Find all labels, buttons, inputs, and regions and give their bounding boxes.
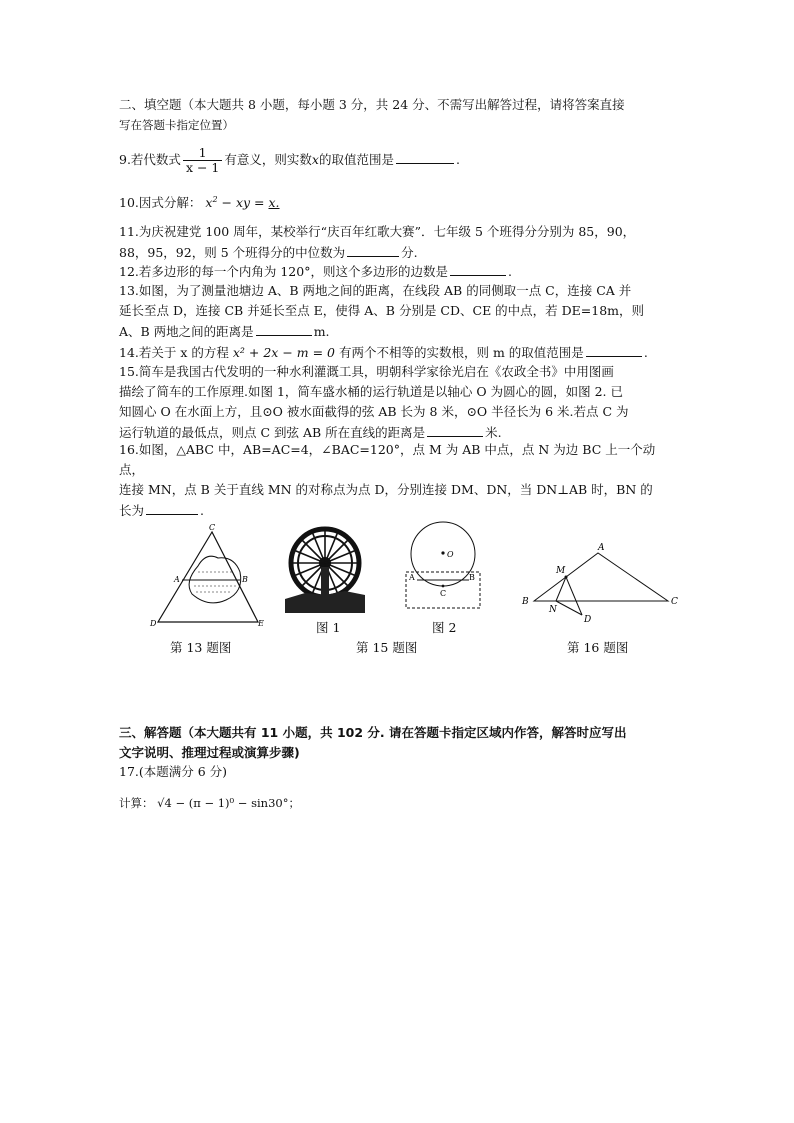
fig16-label-m: M	[556, 566, 566, 576]
q13-line2: 延长至点 D，连接 CB 并延长至点 E，使得 A、B 分别是 CD、CE 的中点，若 DE=18m，则	[119, 303, 645, 318]
q17-expression: √4 − (π − 1)⁰ − sin30°；	[157, 796, 300, 810]
q12-text: 12.若多边形的每一个内角为 120°，则这个多边形的边数是	[119, 264, 448, 279]
q16-line1: 16.如图，△ABC 中，AB=AC=4，∠BAC=120°，点 M 为 AB 中点，点 N 为边 BC 上一个动点，	[119, 442, 656, 477]
q15-line1: 15.简车是我国古代发明的一种水利灌溉工具，明朝科学家徐光启在《农政全书》中用图画	[119, 364, 614, 379]
q14-answer-blank[interactable]	[586, 342, 642, 357]
fig16-triangle-abc	[534, 553, 668, 601]
q13-line3a: A、B 两地之间的距离是	[119, 324, 254, 339]
q14-middle: 有两个不相等的实数根，则 m 的取值范围是	[339, 345, 584, 360]
figure-15-2	[400, 518, 490, 612]
q14-end: .	[643, 345, 648, 360]
section-2-header-line2: 写在答题卡指定位置）	[119, 118, 234, 132]
q16-line3a: 长为	[119, 503, 145, 518]
fig13-label-c: C	[209, 523, 216, 532]
q10-expression	[205, 195, 279, 210]
section-2-header-line1: 二、填空题（本大题共 8 小题，每小题 3 分，共 24 分、不需写出解答过程，请将答案直接	[119, 97, 625, 112]
fig13-caption: 第 13 题图	[170, 640, 232, 655]
fig16-label-a: A	[598, 543, 605, 553]
q10-expr-rest: − xy =	[217, 195, 269, 211]
fig13-label-e: E	[258, 619, 264, 628]
figure-16	[518, 540, 688, 626]
fig15-label-o: O	[447, 550, 454, 559]
q14-expression: x² + 2x − m = 0	[232, 345, 336, 360]
question-17	[119, 793, 677, 813]
q12-answer-blank[interactable]	[450, 261, 506, 276]
q9-middle: 有意义，则实数	[224, 152, 312, 167]
question-14	[119, 342, 677, 363]
q9-end: .	[455, 152, 460, 167]
q9-var: x	[311, 152, 319, 167]
fig15-1-caption: 图 1	[316, 620, 341, 635]
question-10	[119, 190, 677, 213]
q15-line2: 描绘了简车的工作原理.如图 1，简车盛水桶的运行轨道是以轴心 O 为圆心的圆，如图 2. 已	[119, 384, 623, 399]
question-11	[119, 222, 677, 263]
q9-frac-den: x − 1	[185, 160, 220, 175]
fig15-label-a: A	[409, 573, 415, 582]
question-17-title: 17.(本题满分 6 分)	[119, 764, 228, 779]
q16-line2: 连接 MN，点 B 关于直线 MN 的对称点为点 D，分别连接 DM、DN，当 DN⊥AB 时，BN 的	[119, 482, 653, 497]
q10-prefix: 10.因式分解：	[119, 195, 202, 211]
fig15-label-c: C	[440, 589, 447, 598]
q10-expr-sup: 2	[212, 195, 218, 204]
question-9	[119, 146, 677, 175]
q14-prefix: 14.若关于 x 的方程	[119, 345, 229, 360]
section-3-header-line2: 文字说明、推理过程或演算步骤)	[119, 745, 300, 760]
q12-end: .	[507, 264, 512, 279]
fig16-segment-md	[566, 577, 582, 615]
question-15	[119, 362, 677, 443]
q11-line1: 11.为庆祝建党 100 周年，某校举行“庆百年红歌大赛”．七年级 5 个班得分分别为 85，90，	[119, 224, 636, 239]
fig15-2-caption: 图 2	[432, 620, 457, 635]
figure-15-1-waterwheel	[285, 521, 365, 613]
fig15-group-caption: 第 15 题图	[356, 640, 418, 655]
fig13-label-a: A	[174, 575, 180, 584]
q16-line3b: .	[200, 503, 204, 518]
question-16	[119, 440, 677, 521]
q11-line2b: 分.	[401, 245, 418, 260]
section-2-header	[119, 95, 677, 135]
q11-line2a: 88，95，92，则 5 个班得分的中位数为	[119, 245, 346, 260]
q11-answer-blank[interactable]	[347, 242, 399, 257]
q9-prefix: 9.若代数式	[119, 152, 181, 167]
q9-answer-blank[interactable]	[396, 149, 454, 164]
q15-line3: 知圆心 O 在水面上方，且⊙O 被水面截得的弦 AB 长为 8 米，⊙O 半径长为 6 米.若点 C 为	[119, 404, 629, 419]
q17-prefix: 计算：	[119, 796, 154, 810]
fig15-label-b: B	[469, 573, 475, 582]
fig16-label-d: D	[584, 615, 592, 625]
q15-line4b: 米.	[485, 425, 502, 440]
q10-expr-answer: x.	[268, 195, 280, 211]
figure-13	[148, 522, 266, 628]
fig13-label-b: B	[242, 575, 248, 584]
q15-answer-blank[interactable]	[427, 422, 483, 437]
question-12	[119, 261, 677, 282]
fig16-label-n: N	[549, 605, 557, 615]
section-3-header-line1: 三、解答题（本大题共有 11 小题，共 102 分. 请在答题卡指定区域内作答，解答时应写出	[119, 725, 627, 740]
fig16-label-c: C	[671, 597, 678, 607]
q10-expr-main: x	[205, 195, 213, 211]
question-13	[119, 281, 677, 342]
q13-answer-blank[interactable]	[256, 321, 312, 336]
q16-answer-blank[interactable]	[146, 500, 198, 515]
q9-frac-num: 1	[183, 146, 222, 161]
q9-suffix: 的取值范围是	[318, 152, 394, 167]
q9-fraction	[183, 146, 222, 175]
fig16-segment-nd	[556, 601, 582, 615]
fig16-label-b: B	[522, 597, 529, 607]
q13-line3b: m.	[313, 324, 330, 339]
fig16-caption: 第 16 题图	[567, 640, 629, 655]
section-3-header	[119, 723, 677, 763]
fig15-center-point	[441, 551, 444, 554]
fig13-label-d: D	[150, 619, 157, 628]
q13-line1: 13.如图，为了测量池塘边 A、B 两地之间的距离，在线段 AB 的同侧取一点 C，连接 CA 并	[119, 283, 632, 298]
q15-line4a: 运行轨道的最低点，则点 C 到弦 AB 所在直线的距离是	[119, 425, 426, 440]
